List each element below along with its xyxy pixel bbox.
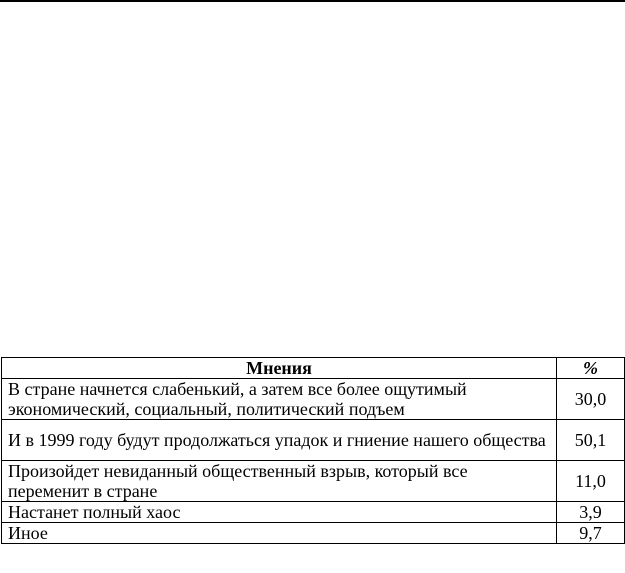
opinion-cell: Произойдет невиданный общественный взрыв, который все переменит в стране [2,461,557,502]
table-row [2,461,625,502]
percent-cell: 50,1 [557,420,625,461]
table-header-row [2,358,625,379]
opinion-cell: И в 1999 году будут продолжаться упадок и гниение нашего общества [2,420,557,461]
opinion-cell: Настанет полный хаос [2,502,557,523]
opinion-table [1,357,625,544]
percent-cell: 30,0 [557,379,625,420]
percent-cell: 9,7 [557,523,625,544]
table-row [2,420,625,461]
header-opinion: Мнения [2,358,557,379]
percent-cell: 3,9 [557,502,625,523]
table-row [2,379,625,420]
table-row [2,502,625,523]
percent-cell: 11,0 [557,461,625,502]
top-rule [0,0,625,2]
opinion-cell: В стране начнется слабенький, а затем все более ощутимый экономический, социальный, политический подъем [2,379,557,420]
opinion-cell: Иное [2,523,557,544]
table-row [2,523,625,544]
header-percent: % [557,358,625,379]
